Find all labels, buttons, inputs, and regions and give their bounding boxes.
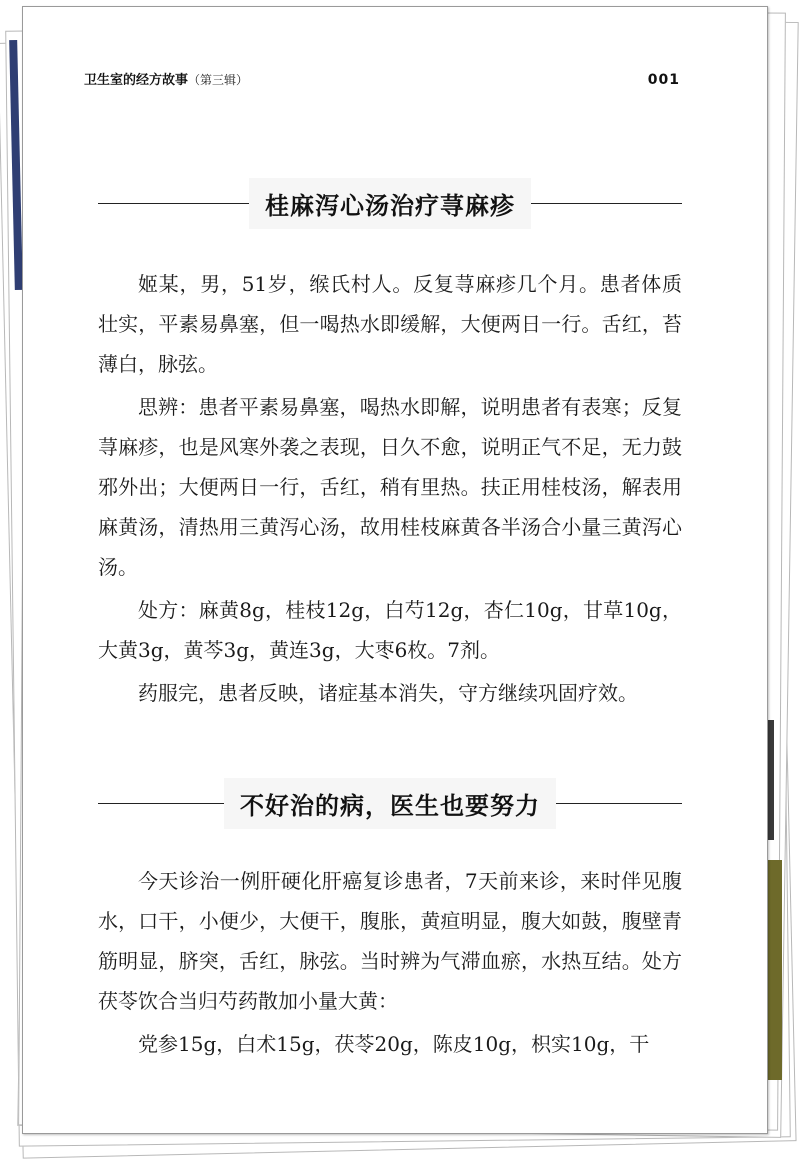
cover-edge <box>768 860 782 1080</box>
paragraph: 药服完，患者反映，诸症基本消失，守方继续巩固疗效。 <box>138 681 638 705</box>
book-title: 卫生室的经方故事 <box>84 73 189 88</box>
book-series: （第三辑） <box>188 73 249 87</box>
paragraph: 党参15g，白术15g，茯苓20g，陈皮10g，枳实10g，干 <box>138 1032 650 1056</box>
paragraph: 今天诊治一例肝硬化肝癌复诊患者，7天前来诊，来时伴见腹水，口干，小便少，大便干，腹胀，黄疸明显，腹大如鼓，腹壁青筋明显，脐突，舌红，脉弦。当时辨为气滞血瘀，水热互结。处方茯苓饮合当归芍药散加小量大黄： <box>98 869 682 1013</box>
paragraph: 思辨：患者平素易鼻塞，喝热水即解，说明患者有表寒；反复荨麻疹，也是风寒外袭之表现，日久不愈，说明正气不足，无力鼓邪外出；大便两日一行，舌红，稍有里热。扶正用桂枝汤，解表用麻黄汤，清热用三黄泻心汤，故用桂枝麻黄各半汤合小量三黄泻心汤。 <box>98 395 682 579</box>
running-head <box>84 69 680 93</box>
heading-rule-right <box>531 203 682 204</box>
paragraph: 处方：麻黄8g，桂枝12g，白芍12g，杏仁10g，甘草10g，大黄3g，黄芩3g，黄连3g，大枣6枚。7剂。 <box>98 598 682 662</box>
heading-rule-right <box>556 803 682 804</box>
section-heading <box>98 781 682 825</box>
running-head-title <box>84 69 248 88</box>
book-page <box>22 6 768 1134</box>
section-title: 桂麻泻心汤治疗荨麻疹 <box>249 178 531 229</box>
page-number: 001 <box>647 72 680 88</box>
heading-rule-left <box>98 203 249 204</box>
section-body <box>98 861 682 1067</box>
section-title: 不好治的病，医生也要努力 <box>224 778 556 829</box>
section-heading <box>98 181 682 225</box>
heading-rule-left <box>98 803 224 804</box>
section-body <box>98 264 682 716</box>
paragraph: 姬某，男，51岁，缑氏村人。反复荨麻疹几个月。患者体质壮实，平素易鼻塞，但一喝热水即缓解，大便两日一行。舌红，苔薄白，脉弦。 <box>98 272 682 376</box>
